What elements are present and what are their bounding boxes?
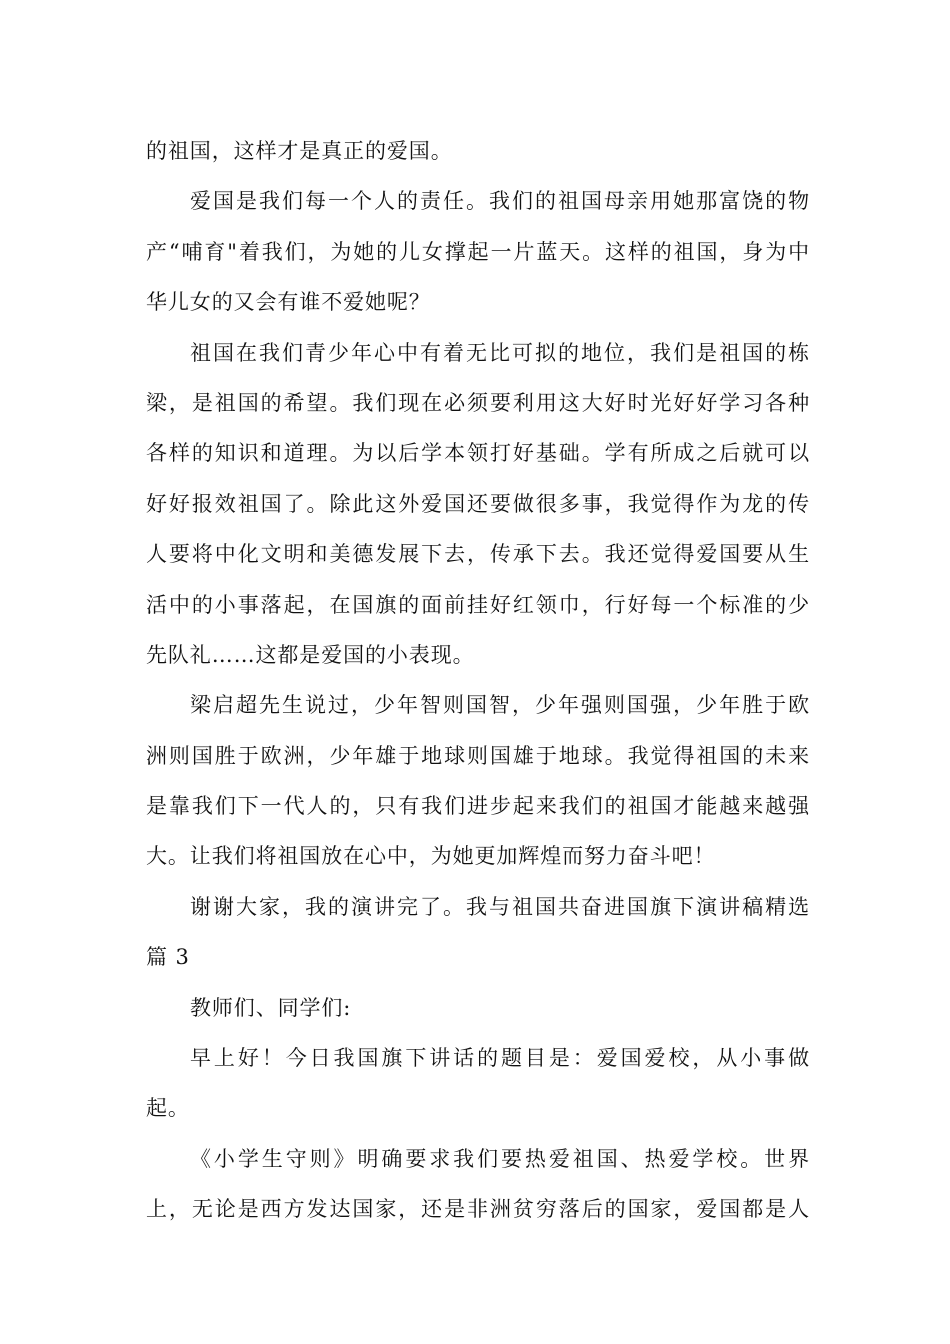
text-line: 早上好！今日我国旗下讲话的题目是：爱国爱校，从小事做	[190, 1046, 810, 1071]
document-body	[146, 126, 810, 1235]
text-line: 先队礼……这都是爱国的小表现。	[146, 642, 475, 667]
text-line: 各样的知识和道理。为以后学本领打好基础。学有所成之后就可以	[146, 441, 810, 466]
text-line: 梁启超先生说过，少年智则国智，少年强则国强，少年胜于欧	[190, 693, 810, 718]
text-line: 是靠我们下一代人的，只有我们进步起来我们的祖国才能越来越强	[146, 794, 810, 819]
text-line: 好好报效祖国了。除此这外爱国还要做很多事，我觉得作为龙的传	[146, 491, 810, 516]
text-line: 教师们、同学们:	[190, 995, 352, 1020]
text-line: 的祖国，这样才是真正的爱国。	[146, 139, 453, 163]
text-line: 活中的小事落起，在国旗的面前挂好红领巾，行好每一个标准的少	[146, 592, 810, 617]
text-line: 上，无论是西方发达国家，还是非洲贫穷落后的国家，爱国都是人	[146, 1197, 810, 1222]
text-line: 谢谢大家，我的演讲完了。我与祖国共奋进国旗下演讲稿精选	[190, 894, 810, 919]
text-line: 洲则国胜于欧洲，少年雄于地球则国雄于地球。我觉得祖国的未来	[146, 743, 810, 768]
text-line: 《小学生守则》明确要求我们要热爱祖国、热爱学校。世界	[190, 1146, 810, 1171]
text-line: 大。让我们将祖国放在心中，为她更加辉煌而努力奋斗吧！	[146, 844, 716, 869]
text-line: 梁，是祖国的希望。我们现在必须要利用这大好时光好好学习各种	[146, 390, 810, 415]
text-line: 人要将中化文明和美德发展下去，传承下去。我还觉得爱国要从生	[146, 542, 810, 567]
text-line: 起。	[146, 1096, 190, 1121]
text-line: 产“哺育"着我们，为她的儿女撑起一片蓝天。这样的祖国，身为中	[146, 239, 810, 264]
text-line: 篇 3	[146, 945, 190, 970]
text-line: 华儿女的又会有谁不爱她呢？	[146, 290, 431, 315]
text-line: 祖国在我们青少年心中有着无比可拟的地位，我们是祖国的栋	[190, 340, 810, 365]
text-line: 爱国是我们每一个人的责任。我们的祖国母亲用她那富饶的物	[190, 189, 810, 214]
